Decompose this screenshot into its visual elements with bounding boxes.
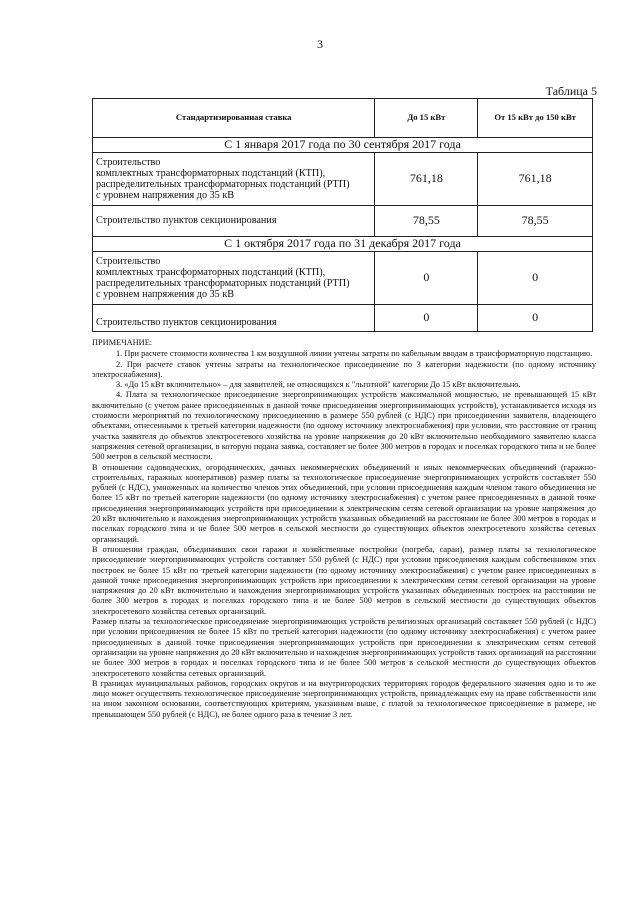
note-item: 4. Плата за технологическое присоединение энергопринимающих устройств максимальной мощностью, не превышающей 15 кВт включительно (с учетом ранее присоединенных в данной точке присоединения энергопринимающих устройств), устанавливается исходя из стоимости мероприятий по технологическому присоединению в размере 550 рублей (с НДС) при присоединении заявителя, владеющего объектами, отнесенными к третьей категории надежности (по одному источнику электроснабжения) при условии, что расстояние от границ участка заявителя до объектов электросетевого хозяйства на уровне напряжения до 20 кВт включительно необходимого заявителю класса напряжения сетевой организации, в которую подана заявка, составляет не более 300 метров в городах и поселках городского типа и не более 500 метров в сельской местности. [92, 390, 596, 462]
row-description: Строительство комплектных трансформаторных подстанций (КТП), распределительных трансформаторных подстанций (РТП) с уровнем напряжения до 35 кВ [96, 156, 350, 202]
row-description: Строительство пунктов секционирования [96, 317, 277, 329]
table-header-row [93, 99, 593, 138]
value-up-to-15kw: 761,18 [375, 153, 478, 206]
column-header-up-to-15kw: До 15 кВт [375, 99, 478, 138]
table-row [93, 153, 593, 206]
note-paragraph: В отношении граждан, объединивших свои гаражи и хозяйственные постройки (погреба, сараи), размер платы за технологическое присоединение энергопринимающих устройств составляет 550 рублей (с НДС) при условии присоединения каждым собственником этих построек не более 15 кВт по третьей категории надежности (по одному источнику электроснабжения) с учетом ранее присоединенных в данной точке присоединения энергопринимающих устройств при присоединении к электрическим сетям сетевой организации на уровне напряжения до 20 кВт включительно и нахождения энергопринимающих устройств указанных объединенных построек на расстоянии не более 300 метров в городах и поселках городского типа и не более 500 метров в сельской местности до существующих объектов электросетевого хозяйства сетевых организаций. [92, 544, 596, 616]
note-item: 1. При расчете стоимости количества 1 км воздушной линии учтены затраты по кабельным вводам в трансформаторную подстанцию. [116, 349, 593, 359]
tariff-table [92, 98, 593, 332]
value-15-to-150kw: 0 [478, 305, 593, 332]
period-title: С 1 октября 2017 года по 31 декабря 2017 года [93, 237, 593, 252]
value-15-to-150kw: 0 [478, 252, 593, 305]
value-up-to-15kw: 78,55 [375, 206, 478, 237]
page-number: 3 [317, 37, 323, 51]
table-row [93, 206, 593, 237]
row-description: Строительство пунктов секционирования [96, 215, 277, 227]
table-row [93, 252, 593, 305]
row-description: Строительство комплектных трансформаторных подстанций (КТП), распределительных трансформаторных подстанций (РТП) с уровнем напряжения до 35 кВ [96, 255, 350, 301]
notes-title: ПРИМЕЧАНИЕ: [92, 338, 153, 347]
value-up-to-15kw: 0 [375, 305, 478, 332]
note-item: 3. «До 15 кВт включительно» – для заявителей, не относящихся к "льготной" категории До 15 кВт включительно. [116, 380, 521, 390]
value-15-to-150kw: 761,18 [478, 153, 593, 206]
note-paragraph: В границах муниципальных районов, городских округов и на внутригородских территориях городов федерального значения одно и то же лицо может осуществить технологическое присоединение энергопринимающих устройств, принадлежащих ему на праве собственности или на ином законном основании, соответствующих критериям, указанным выше, с платой за технологическое присоединение в размере, не превышающем 550 рублей (с НДС), не более одного раза в течение 3 лет. [92, 678, 596, 719]
note-item: 2. При расчете ставок учтены затраты на технологическое присоединение по 3 категории надежности (по одному источнику электроснабжения). [92, 359, 596, 379]
notes-section [92, 338, 596, 720]
table-row [93, 305, 593, 332]
note-paragraph: Размер платы за технологическое присоединение энергопринимающих устройств религиозных организаций составляет 550 рублей (с НДС) при условии присоединения не более 15 кВт по третьей категории надежности (по одному источнику электроснабжения) с учетом ранее присоединенных в данной точке присоединения энергопринимающих устройств при присоединении к электрическим сетям сетевой организации на уровне напряжения до 20 кВт включительно и нахождения энергопринимающих устройств таких организаций на расстоянии не более 300 метров в городах и поселках городского типа и не более 500 метров в сельской местности до существующих объектов электросетевого хозяйства сетевых организаций. [92, 617, 596, 678]
period-row [93, 237, 593, 252]
table-label: Таблица 5 [545, 84, 597, 98]
value-15-to-150kw: 78,55 [478, 206, 593, 237]
period-row [93, 138, 593, 153]
period-title: С 1 января 2017 года по 30 сентября 2017 года [93, 138, 593, 153]
column-header-15-to-150kw: От 15 кВт до 150 кВт [478, 99, 593, 138]
column-header-rate: Стандартизированная ставка [93, 99, 375, 138]
value-up-to-15kw: 0 [375, 252, 478, 305]
note-paragraph: В отношении садоводческих, огороднических, дачных некоммерческих объединений и иных некоммерческих объединений (гаражно-строительных, гаражных кооперативов) размер платы за технологическое присоединение энергопринимающих устройств составляет 550 рублей (с НДС), умноженных на количество членов этих объединений, при условии присоединения каждым членом такого объединения не более 15 кВт по третьей категории надежности (по одному источнику электроснабжения) с учетом ранее присоединенных в данной точке присоединения энергопринимающих устройств при присоединении к электрическим сетям сетевой организации на уровне напряжения до 20 кВт включительно и нахождения энергопринимающих устройств указанных объединений на расстоянии не более 300 метров в городах и поселках городского типа и не более 500 метров в сельской местности до существующих объектов электросетевого хозяйства сетевых организаций. [92, 462, 596, 544]
